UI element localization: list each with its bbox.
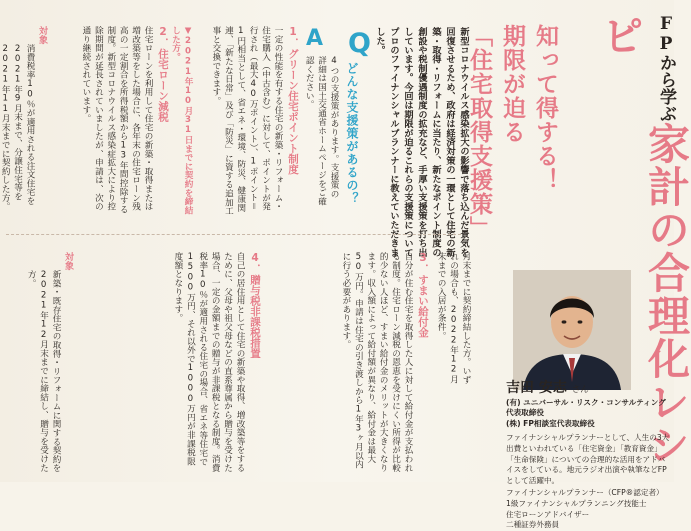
section-1-note: ▼2021年10月31日までに契約を締結した方。 [170, 26, 193, 215]
series-label: FPから学ぶ [656, 14, 676, 122]
person-image [513, 270, 631, 390]
section-1-body: 一定の性能を有する住宅の新築・リフォーム・住宅購入（中古含む）に対して、ポイントが発行され（最大40万ポイント）、1ポイント＝1円相当として、省エネ・環境、防災、健康関連、「新たな日常」及び「防災」に資する追加工事と交換できます。 [210, 26, 283, 216]
section-4-target-label: 対象 [63, 252, 73, 270]
answer-text: 4つの支援策があります。支援策の詳細は国土交通省ホームページをご確認ください。 [304, 56, 339, 206]
section-3-heading: 3．すまい給付金 [417, 252, 429, 338]
section-divider [6, 234, 461, 235]
profile-company: (有) ユニバーサル・リスク・コンサルティング代表取締役 [506, 397, 666, 418]
section-3-body: 自分が住む住宅を取得した人に対して給付金が支払われる制度。住宅ローン減税の恩恵を受けにくい所得が比較的少ない人ほど、すまい給付金のメリットが大きくなります。収入額によって給付額が異なり、給付金は最大50万円。申請は住宅の引き渡しから1年3ヶ月以内に行う必要があります。 [340, 252, 413, 472]
title-text: 家計の合理化レシピ [596, 14, 691, 466]
profile-block [506, 380, 672, 531]
lead-paragraph: 新型コロナウイルス感染拡大の影響で落ち込んだ景気を回復させるため、政府は経済対策の一環として住宅の新築・取得・リフォームに当たり、新たなポイント制度の創設や税制優遇制度の拡充など、手厚い支援策を打ち出しています。今回は期限が迫るこれらの支援策についてプロのファイナンシャルプランナーに教えていただきました。 [374, 27, 469, 257]
section-2-heading: 2．住宅ローン減税 [157, 26, 169, 122]
profile-bio: ファイナンシャルプランナーとして、人生の3大出費といわれている「住宅資金」「教育資金」「生命保険」についての合理的な活用をアドバイスをしている。地元ラジオ出演や執筆などFPとして活躍中。 [506, 433, 670, 485]
section-2-target-label: 対象 [37, 26, 47, 44]
section-4-body: 自己の居住用として住宅の新築や取得、増改築等をするために、父母や祖父母などの直系尊属から贈与を受けた場合、一定の金額までの贈与が非課税となる制度。消費税率10％が適用される住宅の場合、省エネ等住宅で1500万円、それ以外で1000万円が非課税限度額となります。 [172, 252, 245, 472]
section-2-continued: 月末までに契約締結した方。いずれの場合も、2022年12月末までの入居が条件。 [436, 252, 471, 384]
profile-name-row [506, 380, 672, 396]
profile-photo [513, 270, 631, 390]
section-4-target: 新築・既存住宅の取得・リフォームに関する契約を2021年12月末までに締結し、贈与を受けた方。 [26, 270, 61, 473]
profile-qualifications: ファイナンシャルプランナー（CFP®認定者） 1級ファイナンシャルプランニング技能士 住宅ローンアドバイザー 二種証券外務員 [506, 488, 664, 530]
q-label: Q [348, 28, 371, 59]
question-text: どんな支援策があるの？ [345, 62, 359, 205]
article-subtitle: 知って得する！ 期限が迫る 「住宅取得支援策」 [466, 24, 558, 240]
section-4-heading: 4．贈与税非課税措置 [249, 252, 261, 359]
a-label: A [306, 26, 324, 51]
section-2-body: 住宅ローンを利用して住宅の新築・取得または増改築等をした場合に、各年末の住宅ローン残高の一定割合を所得税額から13年間控除する制度。新型コロナウイルス感染症拡大により控除期間が延長されていましたが、申請は、次の通り継続されています。 [80, 26, 153, 214]
section-1-heading: 1．グリーン住宅ポイント制度 [287, 26, 299, 175]
section-2-target: 消費税率10％が適用される注文住宅を2021年9月末まで、分譲住宅等を2021年11月末までに契約した方。 [0, 44, 35, 211]
profile-company-2: (株) FP相談室代表取締役 [506, 418, 595, 428]
profile-name: 吉田 安志 [506, 380, 567, 396]
profile-honorific: さん [571, 385, 589, 395]
